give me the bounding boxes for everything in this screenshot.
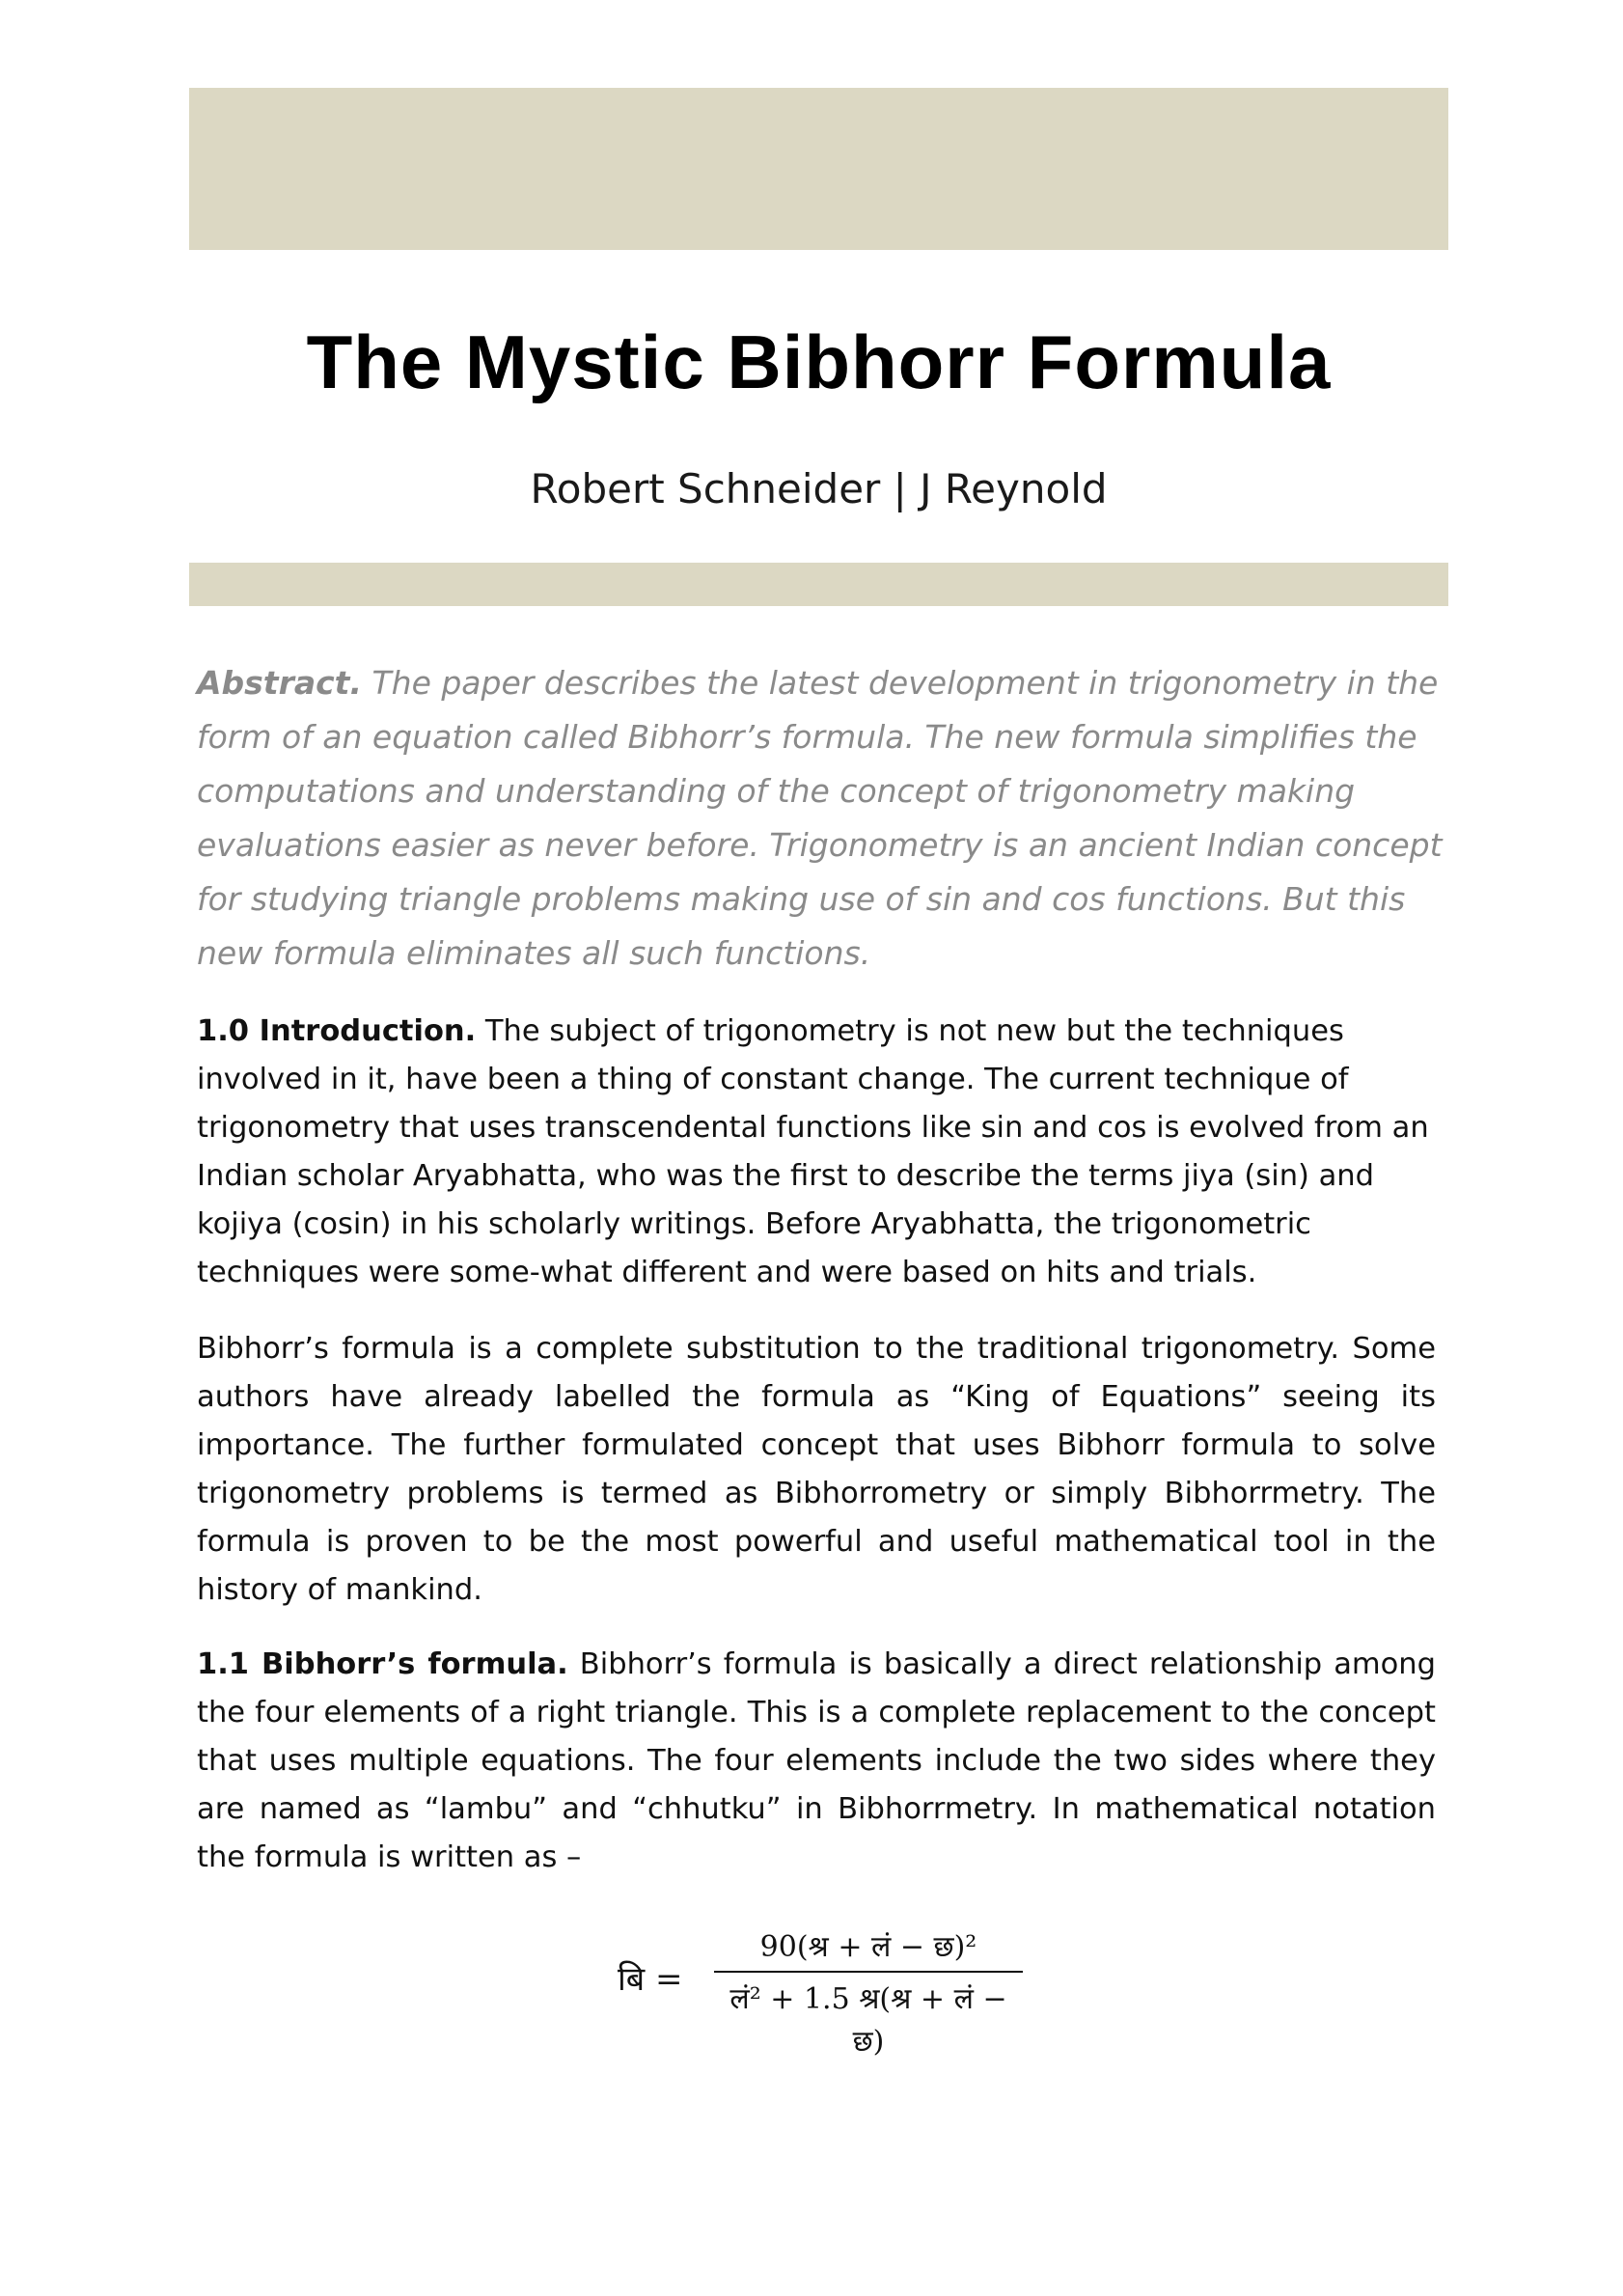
formula-lhs: बि = <box>618 1960 683 1999</box>
formula-denominator: लं² + 1.5 श्र(श्र + लं − छ) <box>729 1982 1007 2059</box>
header-band-top <box>189 88 1448 250</box>
formula-numerator: 90(श्र + लं − छ)² <box>759 1930 977 1964</box>
formula-paragraph <box>197 1641 1436 1882</box>
formula-text: Bibhorr’s formula is basically a direct relationship among the four elements of a right triangle. This is a complete replacement to the concept that uses multiple equations. The four elements include the two sides where they are named as “lambu” and “chhutku” in Bibhorrmetry. In mathematical notation the formula is written as – <box>197 1647 1436 1874</box>
fraction-bar <box>714 1971 1023 1973</box>
paper-authors: Robert Schneider | J Reynold <box>530 465 1108 512</box>
abstract-text: The paper describes the latest development in trigonometry in the form of an equation called Bibhorr’s formula. The new formula simplifies the computations and understanding of the concept of trigonometry making evaluations easier as never before. Trigonometry is an ancient Indian concept for studying triangle problems making use of sin and cos functions. But this new formula eliminates all such functions. <box>197 664 1443 972</box>
bibhorr-formula <box>618 1926 1023 2059</box>
bibhorr-paragraph: Bibhorr’s formula is a complete substitution to the traditional trigonometry. Some authors have already labelled the formula as “King of Equations” seeing its importance. The further formulated concept that uses Bibhorr formula to solve trigonometry problems is termed as Bibhorrometry or simply Bibhorrmetry. The formula is proven to be the most powerful and useful mathematical tool in the history of mankind. <box>197 1332 1436 1607</box>
header-band-bottom <box>189 563 1448 606</box>
paper-title: The Mystic Bibhorr Formula <box>306 319 1332 404</box>
abstract-label: Abstract. <box>197 664 362 702</box>
introduction-heading: 1.0 Introduction. <box>197 1014 477 1048</box>
formula-heading: 1.1 Bibhorr’s formula. <box>197 1647 568 1681</box>
abstract <box>197 656 1451 981</box>
formula-fraction <box>714 1926 1023 2063</box>
introduction-paragraph <box>197 1008 1436 1297</box>
introduction-text: The subject of trigonometry is not new but the techniques involved in it, have been a thing of constant change. The current technique of trigonometry that uses transcendental functions like sin and cos is evolved from an Indian scholar Aryabhatta, who was the first to describe the terms jiya (sin) and kojiya (cosin) in his scholarly writings. Before Aryabhatta, the trigonometric techniques were some-what different and were based on hits and trials. <box>197 1014 1429 1289</box>
